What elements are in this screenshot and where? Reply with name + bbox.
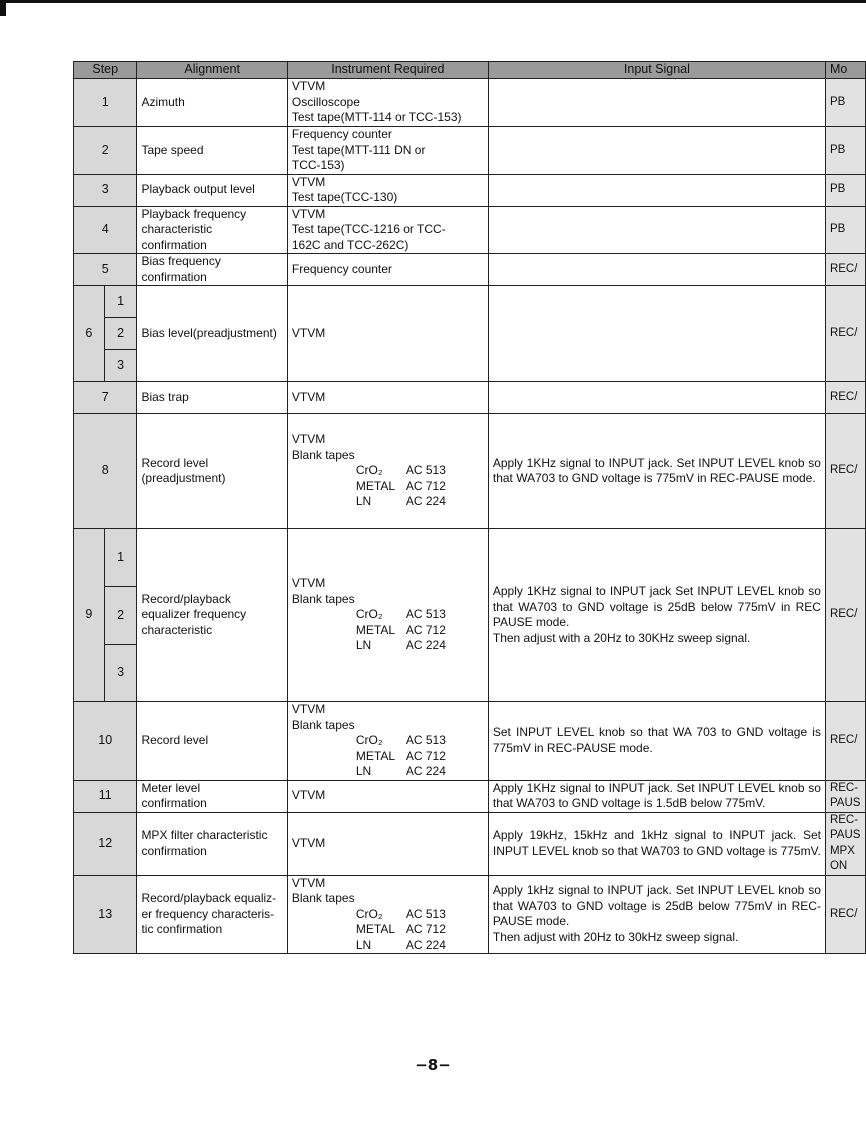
table-row — [74, 286, 866, 318]
tape-type: METAL — [355, 922, 395, 936]
step-number: 10 — [74, 702, 137, 781]
tape-spec — [292, 623, 484, 639]
table-row — [74, 702, 866, 781]
tape-model: AC 224 — [405, 638, 446, 653]
instrument-line: VTVM — [291, 788, 326, 803]
tape-spec — [292, 907, 484, 923]
alignment-line: confirmation — [141, 237, 207, 252]
mode-line: REC/ — [829, 907, 858, 920]
input-signal-line: Then adjust with a 20Hz to 30KHz sweep signal. — [492, 630, 751, 645]
tape-type: CrO₂ — [355, 906, 383, 921]
tape-model: AC 513 — [405, 607, 446, 622]
tape-spec — [292, 494, 484, 510]
tape-spec — [292, 922, 484, 938]
sub-step-number: 1 — [104, 286, 137, 318]
table-header-row — [74, 62, 866, 79]
instrument-line: Blank tapes — [291, 717, 355, 732]
input-signal-line: Apply 1KHz signal to INPUT jack. Set INPUT LEVEL knob so that WA703 to GND voltage is 1.5dB below 775mV. — [492, 780, 821, 810]
tape-type: CrO₂ — [355, 463, 383, 478]
instrument-cell — [287, 254, 488, 286]
alignment-line: Bias frequency — [141, 254, 221, 268]
alignment-line: Playback frequency — [141, 206, 247, 221]
instrument-line: VTVM — [291, 576, 326, 591]
alignment-line: er frequency characteris- — [141, 906, 275, 921]
instrument-cell — [287, 875, 488, 954]
alignment-cell — [137, 174, 287, 206]
instrument-line: VTVM — [291, 206, 326, 221]
mode-line: REC/ — [829, 608, 858, 621]
step-number: 9 — [74, 529, 105, 702]
instrument-cell — [287, 382, 488, 414]
tape-model: AC 712 — [405, 478, 446, 493]
table-row — [74, 79, 866, 127]
instrument-line: Blank tapes — [291, 891, 355, 905]
tape-type: CrO₂ — [355, 607, 383, 622]
alignment-line: equalizer frequency — [141, 607, 247, 622]
sub-step-number: 1 — [104, 529, 137, 587]
tape-spec — [292, 463, 484, 479]
mode-cell — [825, 174, 865, 206]
tape-model: AC 712 — [405, 922, 446, 936]
alignment-cell — [137, 780, 287, 812]
instrument-line: VTVM — [291, 432, 326, 447]
instrument-cell — [287, 529, 488, 702]
mode-line: REC/ — [829, 390, 858, 403]
mode-cell — [825, 127, 865, 175]
table-row — [74, 414, 866, 529]
table-row — [74, 254, 866, 286]
table-row — [74, 875, 866, 954]
input-signal-cell — [488, 382, 825, 414]
alignment-cell — [137, 127, 287, 175]
instrument-line: Test tape(TCC-130) — [291, 190, 398, 204]
step-number: 7 — [74, 382, 137, 414]
tape-spec — [292, 638, 484, 654]
mode-line: REC- — [829, 813, 859, 826]
mode-cell — [825, 780, 865, 812]
instrument-line: Blank tapes — [291, 591, 355, 606]
alignment-cell — [137, 206, 287, 254]
mode-cell — [825, 286, 865, 382]
alignment-line: characteristic — [141, 622, 213, 637]
instrument-line: Frequency counter — [291, 127, 392, 141]
input-signal-cell — [488, 127, 825, 175]
instrument-line: VTVM — [291, 875, 326, 890]
alignment-cell — [137, 812, 287, 875]
input-signal-cell — [488, 286, 825, 382]
table-row — [74, 206, 866, 254]
table-row — [74, 174, 866, 206]
instrument-cell — [287, 174, 488, 206]
table-row — [74, 382, 866, 414]
mode-cell — [825, 382, 865, 414]
tape-model: AC 712 — [405, 622, 446, 637]
tape-type: CrO₂ — [355, 733, 383, 747]
mode-line: REC- — [829, 781, 859, 794]
tape-type: LN — [355, 764, 372, 778]
input-signal-line: Apply 1KHz signal to INPUT jack. Set INPUT LEVEL knob so that WA703 to GND voltage is 775mV in REC-PAUSE mode. — [492, 455, 821, 485]
alignment-cell — [137, 875, 287, 954]
alignment-line: Meter level — [141, 780, 201, 795]
input-signal-cell — [488, 702, 825, 781]
step-number: 11 — [74, 780, 137, 812]
tape-type: LN — [355, 494, 372, 509]
step-number: 2 — [74, 127, 137, 175]
mode-line: REC/ — [829, 326, 858, 339]
tape-model: AC 224 — [405, 937, 446, 952]
tape-spec — [292, 938, 484, 954]
instrument-cell — [287, 812, 488, 875]
instrument-cell — [287, 286, 488, 382]
alignment-cell — [137, 286, 287, 382]
sub-step-number: 3 — [104, 350, 137, 382]
mode-cell — [825, 254, 865, 286]
step-number: 12 — [74, 812, 137, 875]
alignment-line: Bias level(preadjustment) — [141, 325, 277, 340]
alignment-line: Record/playback equaliz- — [141, 891, 277, 905]
alignment-table — [73, 61, 866, 954]
tape-type: METAL — [355, 748, 395, 763]
alignment-line: Record/playback — [141, 591, 231, 606]
sub-step-number: 3 — [104, 645, 137, 702]
instrument-cell — [287, 127, 488, 175]
instrument-line: VTVM — [291, 325, 326, 340]
alignment-line: Record level — [141, 733, 209, 747]
alignment-cell — [137, 382, 287, 414]
tape-model: AC 513 — [405, 906, 446, 921]
header-step: Step — [74, 62, 137, 79]
input-signal-cell — [488, 79, 825, 127]
instrument-cell — [287, 79, 488, 127]
input-signal-line: Set INPUT LEVEL knob so that WA 703 to GND voltage is 775mV in REC-PAUSE mode. — [492, 725, 821, 755]
instrument-line: VTVM — [291, 835, 326, 850]
input-signal-cell — [488, 254, 825, 286]
instrument-cell — [287, 414, 488, 529]
mode-cell — [825, 702, 865, 781]
input-signal-line: Apply 19kHz, 15kHz and 1kHz signal to INPUT jack. Set INPUT LEVEL knob so that WA703 to GND voltage is 775mV. — [492, 828, 821, 858]
mode-line: REC/ — [829, 262, 858, 275]
instrument-line: Test tape(MTT-114 or TCC-153) — [291, 110, 462, 125]
table-row — [74, 127, 866, 175]
mode-cell — [825, 206, 865, 254]
table-row — [74, 529, 866, 587]
input-signal-cell — [488, 780, 825, 812]
step-number: 8 — [74, 414, 137, 529]
table-row — [74, 812, 866, 875]
instrument-line: Test tape(MTT-111 DN or — [291, 142, 426, 157]
alignment-line: Bias trap — [141, 389, 189, 404]
step-number: 13 — [74, 875, 137, 954]
instrument-line: VTVM — [291, 79, 326, 94]
sub-step-number: 2 — [104, 587, 137, 645]
input-signal-cell — [488, 875, 825, 954]
instrument-cell — [287, 780, 488, 812]
mode-line: PB — [829, 223, 846, 235]
input-signal-cell — [488, 414, 825, 529]
instrument-line: Blank tapes — [291, 447, 355, 462]
mode-line: PB — [829, 95, 846, 108]
top-border-line — [0, 0, 866, 3]
header-instrument: Instrument Required — [287, 62, 488, 79]
header-input-signal: Input Signal — [488, 62, 825, 79]
instrument-cell — [287, 206, 488, 254]
tape-model: AC 513 — [405, 463, 446, 478]
alignment-cell — [137, 529, 287, 702]
tape-spec — [292, 764, 484, 780]
tape-spec — [292, 733, 484, 749]
alignment-line: confirmation — [141, 796, 207, 810]
alignment-line: Playback output level — [141, 182, 255, 197]
alignment-cell — [137, 414, 287, 529]
tape-type: LN — [355, 937, 372, 952]
tape-type: METAL — [355, 622, 395, 637]
mode-cell — [825, 875, 865, 954]
step-number: 3 — [74, 174, 137, 206]
table-row — [74, 780, 866, 812]
tape-spec — [292, 607, 484, 623]
alignment-line: tic confirmation — [141, 922, 223, 936]
mode-cell — [825, 414, 865, 529]
input-signal-line: Apply 1KHz signal to INPUT jack Set INPUT LEVEL knob so that WA703 to GND voltage is 25dB below 775mV in REC PAUSE mode. — [492, 584, 821, 629]
alignment-line: characteristic — [141, 222, 213, 236]
step-number: 5 — [74, 254, 137, 286]
tape-spec — [292, 479, 484, 495]
instrument-line: VTVM — [291, 389, 326, 404]
step-number: 6 — [74, 286, 105, 382]
corner-mark — [0, 0, 6, 16]
page-number: −8− — [415, 1056, 451, 1074]
step-number: 1 — [74, 79, 137, 127]
alignment-line: Tape speed — [141, 142, 204, 157]
instrument-line: Test tape(TCC-1216 or TCC- — [291, 222, 446, 236]
instrument-line: VTVM — [291, 702, 326, 716]
mode-line: ON — [829, 860, 848, 872]
mode-line: PB — [829, 183, 846, 196]
alignment-line: confirmation — [141, 269, 207, 284]
alignment-cell — [137, 79, 287, 127]
tape-model: AC 712 — [405, 748, 446, 763]
input-signal-line: Then adjust with 20Hz to 30kHz sweep signal. — [492, 929, 739, 944]
alignment-line: Record level — [141, 455, 209, 470]
tape-model: AC 513 — [405, 733, 446, 747]
tape-model: AC 224 — [405, 494, 446, 509]
mode-line: MPX — [829, 844, 855, 857]
mode-cell — [825, 812, 865, 875]
alignment-line: (preadjustment) — [141, 471, 226, 485]
tape-model: AC 224 — [405, 764, 446, 778]
input-signal-cell — [488, 529, 825, 702]
alignment-line: MPX filter characteristic — [141, 828, 268, 842]
step-number: 4 — [74, 206, 137, 254]
alignment-cell — [137, 254, 287, 286]
input-signal-cell — [488, 812, 825, 875]
tape-type: METAL — [355, 478, 395, 493]
instrument-line: VTVM — [291, 174, 326, 189]
mode-line: PAUS — [829, 797, 861, 809]
sub-step-number: 2 — [104, 318, 137, 350]
tape-spec — [292, 749, 484, 765]
input-signal-cell — [488, 206, 825, 254]
instrument-line: Oscilloscope — [291, 94, 360, 109]
alignment-line: confirmation — [141, 843, 207, 858]
mode-line: REC/ — [829, 464, 858, 477]
alignment-cell — [137, 702, 287, 781]
tape-type: LN — [355, 638, 372, 653]
alignment-line: Azimuth — [141, 94, 185, 109]
mode-cell — [825, 529, 865, 702]
header-alignment: Alignment — [137, 62, 287, 79]
mode-line: PAUS — [829, 829, 861, 841]
instrument-line: 162C and TCC-262C) — [291, 237, 409, 252]
instrument-cell — [287, 702, 488, 781]
input-signal-line: Apply 1kHz signal to INPUT jack. Set INPUT LEVEL knob so that WA703 to GND voltage is 25dB below 775mV in REC-PAUSE mode. — [492, 883, 821, 929]
input-signal-cell — [488, 174, 825, 206]
mode-line: PB — [829, 143, 846, 156]
mode-cell — [825, 79, 865, 127]
header-mode: Mo — [825, 62, 865, 79]
mode-line: REC/ — [829, 734, 858, 746]
instrument-line: Frequency counter — [291, 261, 392, 276]
instrument-line: TCC-153) — [291, 158, 345, 172]
